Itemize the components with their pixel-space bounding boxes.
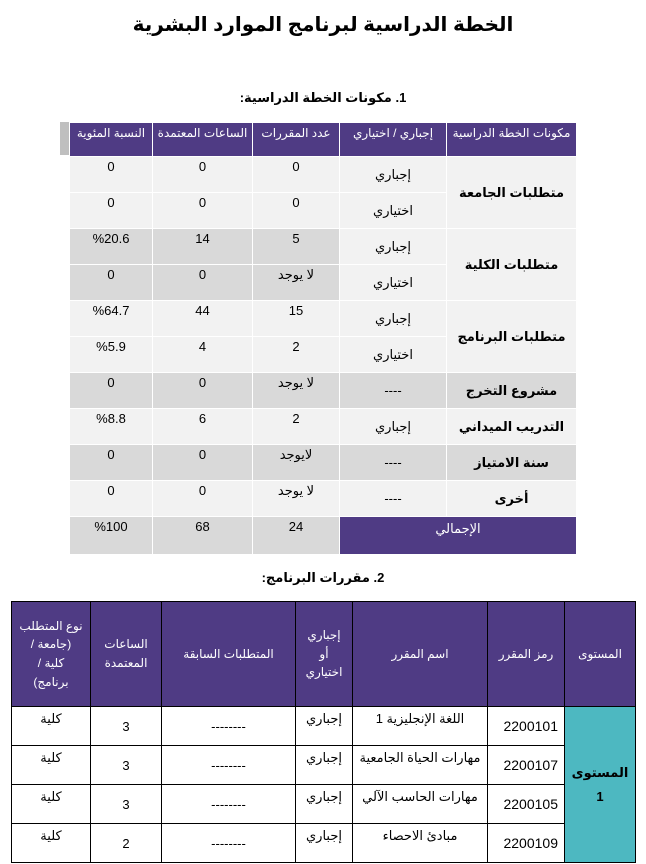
header-course-count: عدد المقررات — [253, 123, 340, 157]
header-requirement-kind-line: كلية / — [37, 656, 65, 670]
section-1-title: 1. مكونات الخطة الدراسية: — [239, 90, 407, 105]
hours-cell: 0 — [153, 193, 253, 229]
course-type: إجباري — [296, 785, 353, 824]
table-header-row — [70, 123, 577, 157]
percent-cell: 0 — [70, 265, 153, 301]
header-credit-hours — [91, 602, 162, 707]
course-prereq: -------- — [162, 707, 296, 746]
level-cell — [565, 707, 636, 863]
type-cell: اختياري — [340, 265, 447, 301]
courses-cell: 2 — [253, 409, 340, 445]
course-kind: كلية — [12, 785, 91, 824]
percent-cell: %20.6 — [70, 229, 153, 265]
course-code: 2200107 — [488, 746, 565, 785]
course-prereq: -------- — [162, 824, 296, 863]
level-number: 1 — [596, 788, 604, 804]
hours-cell: 0 — [153, 265, 253, 301]
total-label: الإجمالي — [340, 517, 577, 555]
total-percent: %100 — [70, 517, 153, 555]
header-requirement-kind-line: نوع المتطلب — [19, 618, 83, 633]
table-row — [12, 746, 636, 785]
hours-cell: 44 — [153, 301, 253, 337]
course-name: اللغة الإنجليزية 1 — [353, 707, 488, 746]
header-percent: النسبة المئوية — [70, 123, 153, 157]
component-cell: متطلبات الكلية — [447, 229, 577, 301]
header-required-type — [296, 602, 353, 707]
percent-cell: 0 — [70, 373, 153, 409]
hours-cell: 14 — [153, 229, 253, 265]
table-row — [12, 707, 636, 746]
table-row — [70, 409, 577, 445]
course-name: مبادئ الاحصاء — [353, 824, 488, 863]
table-row — [70, 301, 577, 337]
course-code: 2200109 — [488, 824, 565, 863]
course-type: إجباري — [296, 707, 353, 746]
course-name: مهارات الحاسب الآلي — [353, 785, 488, 824]
percent-cell: 0 — [70, 445, 153, 481]
percent-cell: %64.7 — [70, 301, 153, 337]
header-side-bar — [60, 122, 69, 155]
component-cell: مشروع التخرج — [447, 373, 577, 409]
type-cell: ---- — [340, 445, 447, 481]
total-courses: 24 — [253, 517, 340, 555]
header-name: اسم المقرر — [353, 602, 488, 707]
hours-cell: 0 — [153, 481, 253, 517]
courses-cell: 5 — [253, 229, 340, 265]
table-row — [70, 157, 577, 193]
course-type: إجباري — [296, 824, 353, 863]
header-code: رمز المقرر — [488, 602, 565, 707]
course-hours: 3 — [91, 785, 162, 824]
percent-cell: 0 — [70, 481, 153, 517]
courses-cell: لا يوجد — [253, 481, 340, 517]
percent-cell: 0 — [70, 157, 153, 193]
header-credit-hours-line: الساعات — [104, 637, 148, 652]
header-requirement-kind-line: (جامعة / — [30, 637, 72, 652]
courses-cell: 15 — [253, 301, 340, 337]
header-prerequisites: المتطلبات السابقة — [162, 602, 296, 707]
table-row — [70, 481, 577, 517]
course-hours: 3 — [91, 707, 162, 746]
type-cell: اختياري — [340, 193, 447, 229]
course-name: مهارات الحياة الجامعية — [353, 746, 488, 785]
table-row — [12, 824, 636, 863]
total-row — [70, 517, 577, 555]
course-kind: كلية — [12, 746, 91, 785]
table-row — [70, 445, 577, 481]
percent-cell: %5.9 — [70, 337, 153, 373]
header-required-type-line: إجباري — [307, 628, 341, 643]
plan-components-table — [69, 122, 577, 555]
hours-cell: 0 — [153, 157, 253, 193]
type-cell: إجباري — [340, 157, 447, 193]
courses-cell: 0 — [253, 157, 340, 193]
course-type: إجباري — [296, 746, 353, 785]
courses-cell: لا يوجد — [253, 373, 340, 409]
section-2-title: 2. مقررات البرنامج: — [261, 570, 385, 585]
component-cell: التدريب الميداني — [447, 409, 577, 445]
course-hours: 2 — [91, 824, 162, 863]
table-row — [70, 373, 577, 409]
courses-cell: لايوجد — [253, 445, 340, 481]
course-kind: كلية — [12, 824, 91, 863]
course-hours: 3 — [91, 746, 162, 785]
header-level: المستوى — [565, 602, 636, 707]
hours-cell: 4 — [153, 337, 253, 373]
header-requirement-kind-line: برنامج) — [33, 674, 69, 689]
type-cell: اختياري — [340, 337, 447, 373]
level-label: المستوى — [571, 765, 629, 781]
header-credit-hours-line: المعتمدة — [104, 656, 148, 670]
program-courses-table — [11, 601, 636, 863]
hours-cell: 6 — [153, 409, 253, 445]
total-hours: 68 — [153, 517, 253, 555]
courses-cell: 2 — [253, 337, 340, 373]
header-type: إجباري / اختياري — [340, 123, 447, 157]
component-cell: متطلبات البرنامج — [447, 301, 577, 373]
courses-cell: لا يوجد — [253, 265, 340, 301]
hours-cell: 0 — [153, 373, 253, 409]
course-code: 2200101 — [488, 707, 565, 746]
component-cell: أخرى — [447, 481, 577, 517]
header-required-type-line: أو — [319, 646, 329, 661]
percent-cell: %8.8 — [70, 409, 153, 445]
courses-cell: 0 — [253, 193, 340, 229]
course-prereq: -------- — [162, 746, 296, 785]
percent-cell: 0 — [70, 193, 153, 229]
course-prereq: -------- — [162, 785, 296, 824]
table-row — [12, 785, 636, 824]
component-cell: متطلبات الجامعة — [447, 157, 577, 229]
table-header-row — [12, 602, 636, 707]
table-row — [70, 229, 577, 265]
type-cell: إجباري — [340, 409, 447, 445]
page-title: الخطة الدراسية لبرنامج الموارد البشرية — [132, 14, 514, 36]
header-credit-hours: الساعات المعتمدة — [153, 123, 253, 157]
header-required-type-line: اختياري — [305, 665, 343, 680]
type-cell: ---- — [340, 373, 447, 409]
type-cell: ---- — [340, 481, 447, 517]
component-cell: سنة الامتياز — [447, 445, 577, 481]
type-cell: إجباري — [340, 301, 447, 337]
type-cell: إجباري — [340, 229, 447, 265]
course-code: 2200105 — [488, 785, 565, 824]
hours-cell: 0 — [153, 445, 253, 481]
course-kind: كلية — [12, 707, 91, 746]
header-component: مكونات الخطة الدراسية — [447, 123, 577, 157]
header-requirement-kind — [12, 602, 91, 707]
